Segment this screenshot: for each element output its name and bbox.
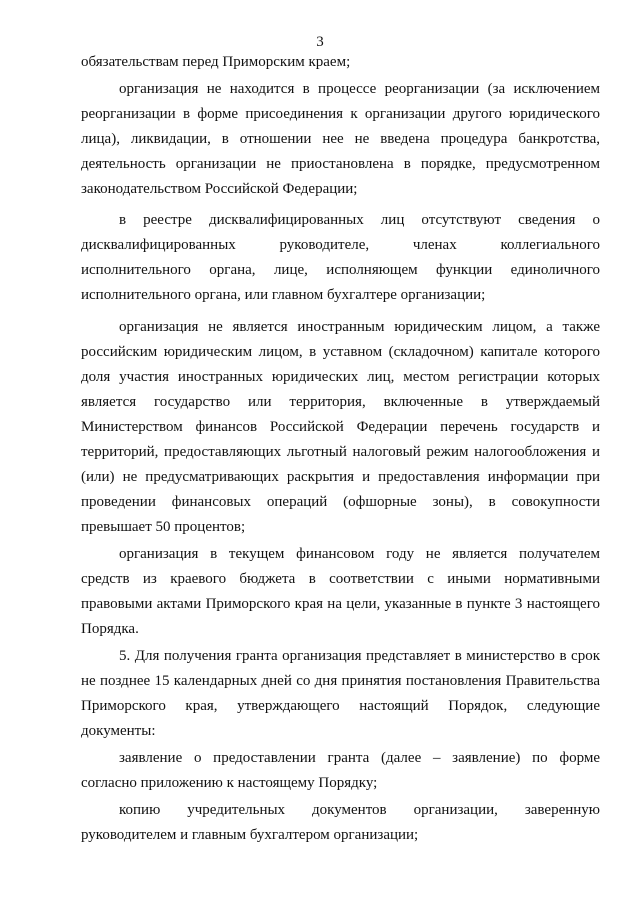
text-line: реорганизации в форме присоединения к организации другого юридического bbox=[81, 106, 600, 122]
text-line: правовыми актами Приморского края на цели, указанные в пункте 3 настоящего bbox=[81, 596, 600, 612]
text-line: деятельность организации не приостановлена в порядке, предусмотренном bbox=[81, 156, 600, 172]
text-line: проведении финансовых операций (офшорные зоны), в совокупности bbox=[81, 494, 600, 510]
text-line: Министерством финансов Российской Федерации перечень государств и bbox=[81, 419, 600, 435]
text-line: документы: bbox=[81, 723, 156, 739]
text-line: не позднее 15 календарных дней со дня принятия постановления Правительства bbox=[81, 673, 600, 689]
text-line: российским юридическим лицом, в уставном (складочном) капитале которого bbox=[81, 344, 600, 360]
text-line: лица), ликвидации, в отношении нее не введена процедура банкротства, bbox=[81, 131, 600, 147]
text-line: организация в текущем финансовом году не является получателем bbox=[119, 546, 600, 562]
text-line: Приморского края, утверждающего настоящий Порядок, следующие bbox=[81, 698, 600, 714]
text-line: Порядка. bbox=[81, 621, 139, 637]
text-line: дисквалифицированных руководителе, членах коллегиального bbox=[81, 237, 600, 253]
page-number: 3 bbox=[316, 34, 324, 50]
text-line: обязательствам перед Приморским краем; bbox=[81, 54, 351, 70]
text-line: организация не находится в процессе реорганизации (за исключением bbox=[119, 81, 600, 97]
text-line: в реестре дисквалифицированных лиц отсутствуют сведения о bbox=[119, 212, 600, 228]
text-line: руководителем и главным бухгалтером организации; bbox=[81, 827, 419, 843]
text-line: территорий, предоставляющих льготный налоговый режим налогообложения и bbox=[81, 444, 600, 460]
text-line: средств из краевого бюджета в соответствии с иными нормативными bbox=[81, 571, 600, 587]
text-line: согласно приложению к настоящему Порядку; bbox=[81, 775, 378, 791]
text-line: доля участия иностранных юридических лиц, местом регистрации которых bbox=[81, 369, 600, 385]
text-line: исполнительного органа, лице, исполняющем функции единоличного bbox=[81, 262, 600, 278]
text-line: законодательством Российской Федерации; bbox=[81, 181, 358, 197]
text-line: является государство или территория, включенные в утверждаемый bbox=[81, 394, 600, 410]
text-line: 5. Для получения гранта организация представляет в министерство в срок bbox=[119, 648, 600, 664]
text-line: заявление о предоставлении гранта (далее – заявление) по форме bbox=[119, 750, 600, 766]
text-line: копию учредительных документов организации, заверенную bbox=[119, 802, 600, 818]
text-line: организация не является иностранным юридическим лицом, а также bbox=[119, 319, 600, 335]
text-line: превышает 50 процентов; bbox=[81, 519, 246, 535]
text-line: исполнительного органа, или главном бухгалтере организации; bbox=[81, 287, 486, 303]
text-line: (или) не предусматривающих раскрытия и предоставления информации при bbox=[81, 469, 600, 485]
